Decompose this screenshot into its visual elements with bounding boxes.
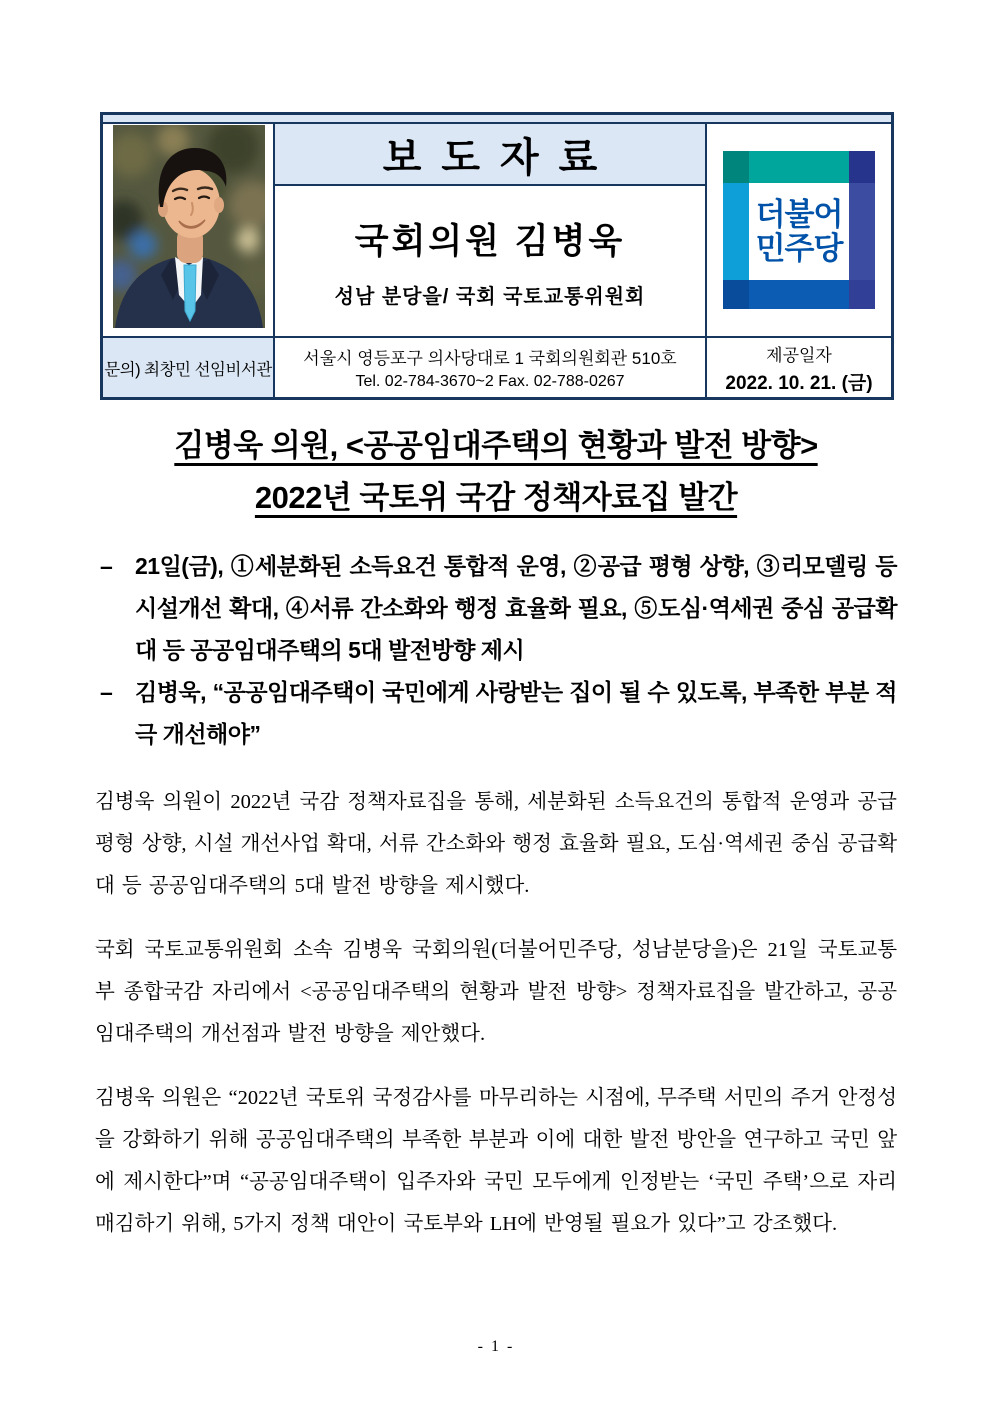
headline-line-2: 2022년 국토위 국감 정책자료집 발간 [254, 480, 738, 515]
body-paragraphs [95, 781, 897, 1245]
summary-bullet [95, 545, 897, 671]
page-number: - 1 - [477, 1338, 515, 1355]
ear2 [214, 197, 224, 213]
header-table [100, 112, 894, 400]
member-cell [275, 186, 705, 336]
bullet-dash: – [100, 679, 113, 705]
logo-bar-right [849, 183, 875, 280]
member-title: 국회의원 김병욱 [354, 221, 626, 261]
date-value: 2022. 10. 21. (금) [725, 372, 873, 394]
address-line: 서울시 영등포구 의사당대로 1 국회의원회관 510호 [303, 349, 677, 368]
logo-bar-bottom [749, 280, 849, 309]
date-label: 제공일자 [766, 345, 832, 365]
body-paragraph: 김병욱 의원은 “2022년 국토위 국정감사를 마무리하는 시점에, 무주택 서민의 주거 안정성을 강화하기 위해 공공임대주택의 부족한 부분과 이에 대한 발전 방안을 연구하고 국민 앞에 제시한다”며 “공공임대주택이 입주자와 국민 모두에게 인정받는 ‘국민 주택’으로 자리매김하기 위해, 5가지 정책 대안이 국토부와 LH에 반영될 필요가 있다”고 강조했다. [95, 1087, 897, 1235]
contact-text: 문의) 최창민 선임비서관 [104, 360, 272, 379]
bullet-text: 21일(금), ①세분화된 소득요건 통합적 운영, ②공급 평형 상향, ③리모델링 등 시설개선 확대, ④서류 간소화와 행정 효율화 필요, ⑤도심·역세권 중심 공급확대 등 공공임대주택의 5대 발전방향 제시 [135, 553, 897, 663]
logo-cell [705, 124, 891, 336]
date-cell [705, 336, 891, 397]
party-logo-line2: 민주당 [755, 230, 843, 266]
document-body [95, 420, 897, 1245]
header-top-strip [103, 115, 891, 124]
phone-fax-line: Tel. 02-784-3670~2 Fax. 02-788-0267 [355, 373, 625, 390]
party-logo-line1: 더불어 [755, 197, 843, 233]
address-cell [275, 336, 705, 397]
bullet-dash: – [100, 553, 113, 579]
contact-cell [103, 336, 275, 397]
logo-bar-left [723, 183, 749, 280]
party-logo [723, 151, 875, 309]
logo-corner-top-left [723, 151, 749, 183]
summary-bullet [95, 671, 897, 755]
headline [95, 420, 897, 524]
body-paragraph: 국회 국토교통위원회 소속 김병욱 국회의원(더불어민주당, 성남분당을)은 21일 국토교통부 종합국감 자리에서 <공공임대주택의 현황과 발전 방향> 정책자료집을 발간하고, 공공임대주택의 개선점과 발전 방향을 제안했다. [95, 939, 897, 1045]
body-paragraph: 김병욱 의원이 2022년 국감 정책자료집을 통해, 세분화된 소득요건의 통합적 운영과 공급 평형 상향, 시설 개선사업 확대, 서류 간소화와 행정 효율화 필요, 도심·역세권 중심 공급확대 등 공공임대주택의 5대 발전 방향을 제시했다. [95, 791, 897, 897]
logo-corner-top-right [849, 151, 875, 183]
bullet-text: 김병욱, “공공임대주택이 국민에게 사랑받는 집이 될 수 있도록, 부족한 부분 적극 개선해야” [135, 679, 897, 747]
logo-corner-bottom-left [723, 280, 749, 309]
headline-line-1: 김병욱 의원, <공공임대주택의 현황과 발전 방향> [174, 428, 818, 463]
logo-corner-bottom-right [849, 280, 875, 309]
member-subtitle: 성남 분당을/ 국회 국토교통위원회 [334, 285, 646, 308]
logo-bar-top [749, 151, 849, 183]
member-photo [113, 125, 265, 328]
party-logo-text [749, 183, 849, 280]
photo-cell [103, 124, 275, 336]
summary-bullets [95, 545, 897, 755]
press-release-label: 보도자료 [382, 135, 618, 180]
press-release-banner [275, 124, 705, 186]
